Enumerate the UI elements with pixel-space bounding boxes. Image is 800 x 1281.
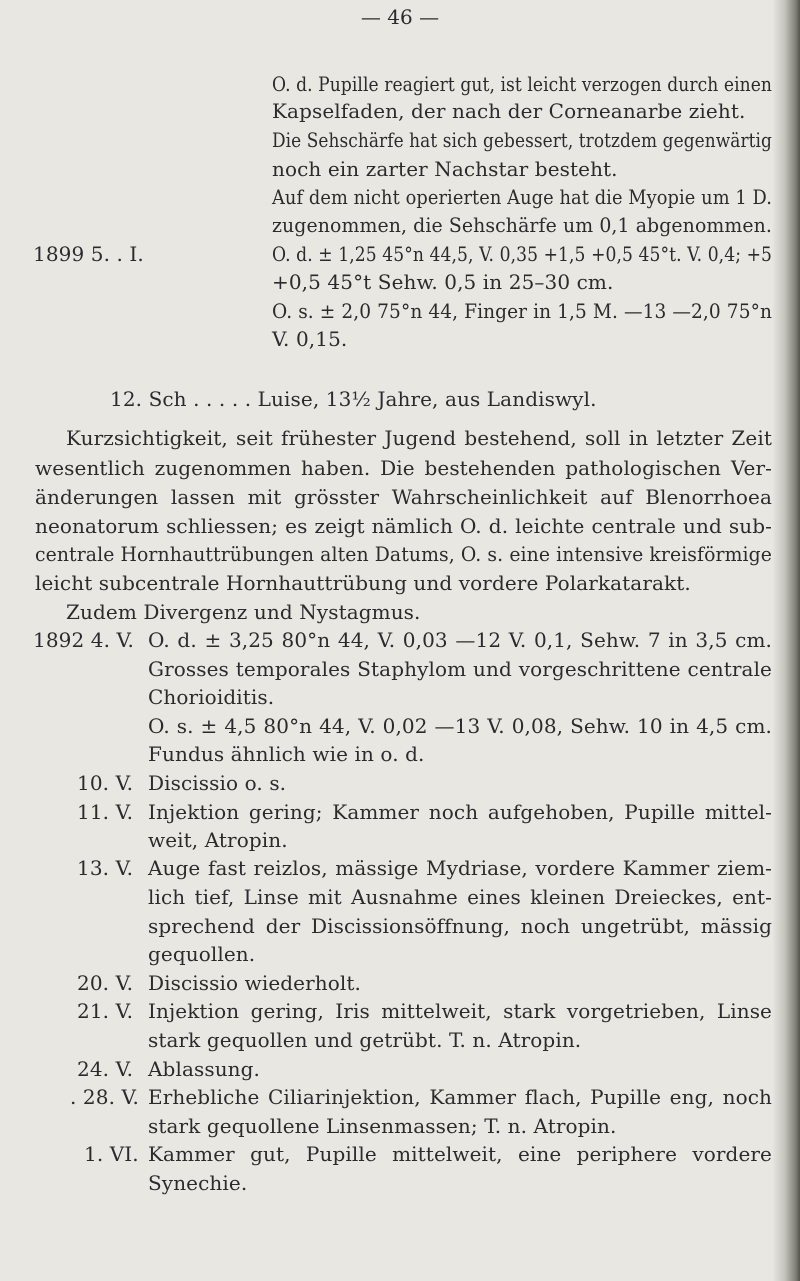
text-line: Auf dem nicht operierten Auge hat die Myopie um 1 D.: [272, 185, 772, 209]
text-line: Grosses temporales Staphylom und vorgeschrittene centrale: [148, 657, 772, 681]
text-line: Discissio o. s.: [148, 771, 287, 795]
margin-label: 11. V.: [77, 800, 134, 824]
margin-label: 1892 4. V.: [33, 628, 134, 652]
text-line: Synechie.: [148, 1171, 248, 1195]
margin-label: 13. V.: [77, 856, 134, 880]
margin-label: 24. V.: [77, 1057, 134, 1081]
text-line: 12. Sch . . . . . Luise, 13½ Jahre, aus Landiswyl.: [110, 387, 597, 411]
text-line: stark gequollen und getrübt. T. n. Atropin.: [148, 1028, 582, 1052]
text-line: O. d. ± 1,25 45°n 44,5, V. 0,35 +1,5 +0,5 45°t. V. 0,4; +5: [272, 242, 772, 266]
margin-label: . 28. V.: [70, 1085, 139, 1109]
margin-label: 10. V.: [77, 771, 134, 795]
text-line: änderungen lassen mit grösster Wahrscheinlichkeit auf Blenorrhoea: [35, 485, 772, 509]
text-line: O. d. Pupille reagiert gut, ist leicht verzogen durch einen: [272, 72, 772, 96]
text-line: Kapselfaden, der nach der Corneanarbe zieht.: [272, 99, 746, 123]
text-line: Injektion gering, Iris mittelweit, stark vorgetrieben, Linse: [148, 999, 772, 1023]
text-line: Chorioiditis.: [148, 685, 275, 709]
page-edge-shadow: [772, 0, 800, 1281]
text-line: +0,5 45°t Sehw. 0,5 in 25–30 cm.: [272, 270, 614, 294]
text-line: Erhebliche Ciliarinjektion, Kammer flach, Pupille eng, noch: [148, 1085, 772, 1109]
text-line: centrale Hornhauttrübungen alten Datums, O. s. eine intensive kreisförmige: [35, 542, 772, 566]
text-line: neonatorum schliessen; es zeigt nämlich O. d. leichte centrale und sub-: [35, 514, 772, 538]
text-line: lich tief, Linse mit Ausnahme eines kleinen Dreieckes, ent-: [148, 885, 772, 909]
text-line: Kammer gut, Pupille mittelweit, eine periphere vordere: [148, 1142, 772, 1166]
margin-label: 20. V.: [77, 971, 134, 995]
text-line: Die Sehschärfe hat sich gebessert, trotzdem gegenwärtig: [272, 128, 772, 152]
text-line: Auge fast reizlos, mässige Mydriase, vordere Kammer ziem-: [148, 856, 772, 880]
margin-label: 1899 5. . I.: [33, 242, 144, 266]
text-line: Zudem Divergenz und Nystagmus.: [66, 600, 421, 624]
text-line: Kurzsichtigkeit, seit frühester Jugend bestehend, soll in letzter Zeit: [66, 426, 772, 450]
text-line: O. s. ± 4,5 80°n 44, V. 0,02 —13 V. 0,08, Sehw. 10 in 4,5 cm.: [148, 714, 772, 738]
text-line: weit, Atropin.: [148, 828, 288, 852]
text-line: leicht subcentrale Hornhauttrübung und vordere Polarkatarakt.: [35, 571, 691, 595]
margin-label: 1. VI.: [84, 1142, 139, 1166]
text-line: O. d. ± 3,25 80°n 44, V. 0,03 —12 V. 0,1, Sehw. 7 in 3,5 cm.: [148, 628, 772, 652]
text-line: zugenommen, die Sehschärfe um 0,1 abgenommen.: [272, 213, 772, 237]
text-line: O. s. ± 2,0 75°n 44, Finger in 1,5 M. —13 —2,0 75°n: [272, 299, 772, 323]
text-line: sprechend der Discissionsöffnung, noch ungetrübt, mässig: [148, 914, 772, 938]
text-line: V. 0,15.: [272, 327, 348, 351]
text-line: gequollen.: [148, 942, 256, 966]
page-number: — 46 —: [360, 5, 440, 29]
text-line: stark gequollene Linsenmassen; T. n. Atropin.: [148, 1114, 617, 1138]
text-line: Injektion gering; Kammer noch aufgehoben, Pupille mittel-: [148, 800, 772, 824]
text-line: Discissio wiederholt.: [148, 971, 361, 995]
text-line: Fundus ähnlich wie in o. d.: [148, 742, 425, 766]
text-line: noch ein zarter Nachstar besteht.: [272, 157, 618, 181]
text-line: wesentlich zugenommen haben. Die bestehenden pathologischen Ver-: [35, 456, 772, 480]
margin-label: 21. V.: [77, 999, 134, 1023]
text-line: Ablassung.: [148, 1057, 261, 1081]
